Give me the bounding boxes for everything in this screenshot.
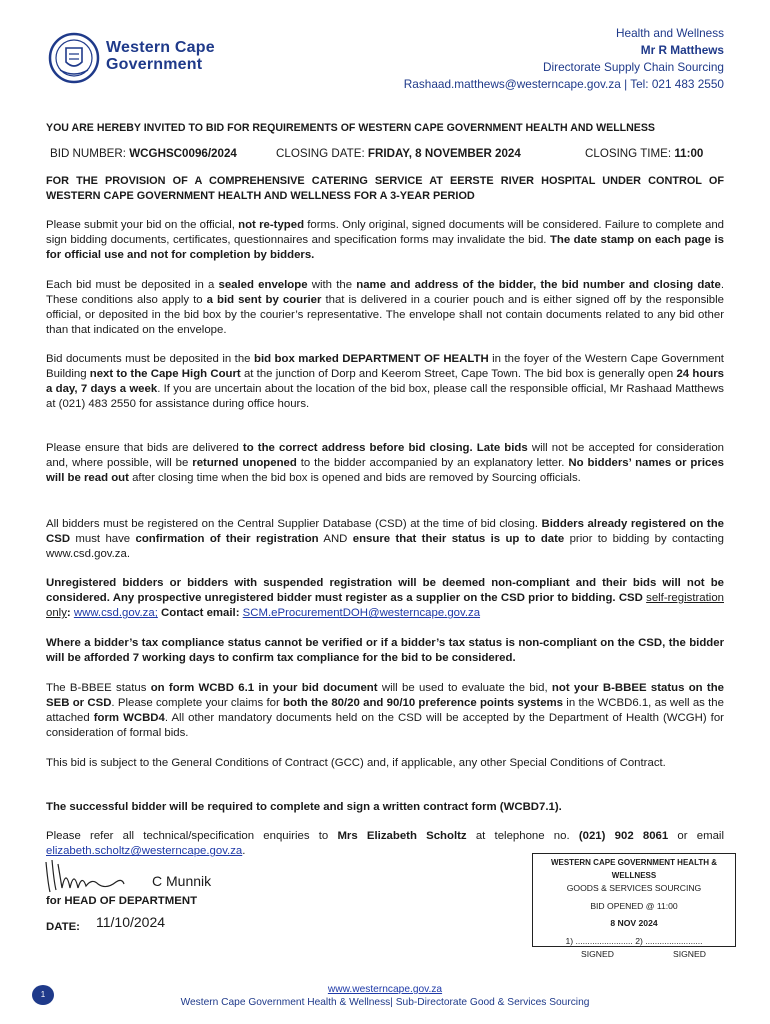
stamp-line2: GOODS & SERVICES SOURCING <box>566 883 702 893</box>
for-head-of-department: for HEAD OF DEPARTMENT <box>46 895 198 907</box>
paragraph-tax-compliance: Where a bidder’s tax compliance status cannot be verified or if a bidder’s tax status is non-compliant on the CSD, the bidder will be afforded 7 working days to confirm tax compliance for the bid to be considered. <box>46 637 724 665</box>
paragraph-enquiries: Please refer all technical/specification enquiries to Mrs Elizabeth Scholtz at telephone no. (021) 902 8061 or email elizabeth.scholtz@westerncape.gov.za. <box>46 830 724 858</box>
contact-name: Mr R Matthews <box>640 43 724 57</box>
paragraph-contract: The successful bidder will be required to complete and sign a written contract form (WCBD7.1). <box>46 801 562 813</box>
date-label: DATE: <box>46 921 80 933</box>
page-number-badge: 1 <box>32 985 54 1005</box>
stamp-line5: 1) ........................ 2) ........................ <box>565 936 703 946</box>
paragraph-gcc: This bid is subject to the General Conditions of Contract (GCC) and, if applicable, any other Special Conditions of Contract. <box>46 757 666 769</box>
paragraph-late-bids: Please ensure that bids are delivered to the correct address before bid closing. Late bids will not be accepted for consideration and, where possible, will be returned unopened to the bidder accompanied by an explanatory letter. No bidders’ names or prices will be read out after closing time when the bid box is opened and bids are removed by Sourcing officials. <box>46 442 725 485</box>
paragraph-bbbee: The B-BBEE status on form WCBD 6.1 in your bid document will be used to evaluate the bid, not your B-BBEE status on the SEB or CSD. Please complete your claims for both the 80/20 and 90/10 preference points systems in the WCBD6.1, as well as the attached form WCBD4. All other mandatory documents held on the CSD will be accepted by the Department of Health (WCGH) for consideration of formal bids. <box>46 682 724 740</box>
invite-heading: YOU ARE HEREBY INVITED TO BID FOR REQUIREMENTS OF WESTERN CAPE GOVERNMENT HEALTH AND WELLNESS <box>46 122 655 134</box>
footer <box>0 983 770 1009</box>
contact-email-phone: Rashaad.matthews@westerncape.gov.za | Tel: 021 483 2550 <box>403 77 724 91</box>
logo-line2: Government <box>106 56 203 73</box>
wcg-logo <box>48 32 248 84</box>
paragraph-envelope: Each bid must be deposited in a sealed envelope with the name and address of the bidder, the bid number and closing date. These conditions also apply to a bid sent by courier that is delivered in a courier pouch and is either signed off by the responsible official, or deposited in the bid box by the courier’s representative. The envelope shall not contain documents related to any bid other than that indicated on the envelope. <box>46 279 724 337</box>
footer-url-link[interactable]: www.westerncape.gov.za <box>327 984 443 995</box>
directorate-name: Directorate Supply Chain Sourcing <box>543 60 724 74</box>
paragraph-submission: Please submit your bid on the official, not re-typed forms. Only original, signed documents will be considered. Failure to complete and sign bidding documents, certificates, questionnaires and specification forms may invalidate the bid. The date stamp on each page is for official use and not for completion by bidders. <box>46 219 724 262</box>
contact-block <box>404 25 724 93</box>
stamp-line3: BID OPENED @ 11:00 <box>590 901 678 911</box>
paragraph-csd: All bidders must be registered on the Central Supplier Database (CSD) at the time of bid closing. Bidders already registered on the CSD must have confirmation of their registration AND ensure that their status is up to date prior to bidding by contacting www.csd.gov.za. <box>46 518 724 561</box>
stamp-signed-1: SIGNED <box>581 949 614 959</box>
bid-number: BID NUMBER: WCGHSC0096/2024 <box>50 147 237 160</box>
footer-text: Western Cape Government Health & Wellness| Sub-Directorate Good & Services Sourcing <box>180 997 590 1008</box>
procurement-email-link[interactable]: SCM.eProcurementDOH@westerncape.gov.za <box>242 607 481 620</box>
paragraph-bid-box: Bid documents must be deposited in the bid box marked DEPARTMENT OF HEALTH in the foyer of the Western Cape Government Building next to the Cape High Court at the junction of Dorp and Keerom Street, Cape Town. The bid box is generally open 24 hours a day, 7 days a week. If you are uncertain about the location of the bid box, please call the responsible official, Mr Rashaad Matthews at (021) 483 2550 for assistance during office hours. <box>46 353 724 411</box>
bid-opened-stamp <box>532 853 736 959</box>
logo-line1: Western Cape <box>106 39 215 56</box>
handwritten-signature <box>40 854 130 898</box>
department-name: Health and Wellness <box>616 26 724 40</box>
self-registration-text: self-registration only <box>46 592 724 620</box>
stamp-line4: 8 NOV 2024 <box>610 918 658 928</box>
stamp-line1: WESTERN CAPE GOVERNMENT HEALTH & WELLNESS <box>550 858 718 880</box>
csd-link[interactable]: www.csd.gov.za; <box>73 607 158 620</box>
provision-heading: FOR THE PROVISION OF A COMPREHENSIVE CATERING SERVICE AT EERSTE RIVER HOSPITAL UNDER CONTROL OF WESTERN CAPE GOVERNMENT HEALTH AND WELLNESS FOR A 3-YEAR PERIOD <box>46 175 724 203</box>
signatory-name: C Munnik <box>152 873 212 889</box>
date-value: 11/10/2024 <box>96 914 166 930</box>
closing-time: CLOSING TIME: 11:00 <box>585 147 704 160</box>
coat-of-arms-icon <box>48 32 100 84</box>
enquiries-email-link[interactable]: elizabeth.scholtz@westerncape.gov.za <box>46 845 243 858</box>
paragraph-unregistered: Unregistered bidders or bidders with suspended registration will be deemed non-compliant and their bids will not be considered. Any prospective unregistered bidder must register as a supplier on the CSD prior to bidding. CSD self-registration only: www.csd.gov.za; Contact email: SCM.eProcurementDOH@westerncape.gov.za <box>46 577 724 620</box>
stamp-signed-2: SIGNED <box>673 949 706 959</box>
closing-date: CLOSING DATE: FRIDAY, 8 NOVEMBER 2024 <box>276 147 521 160</box>
